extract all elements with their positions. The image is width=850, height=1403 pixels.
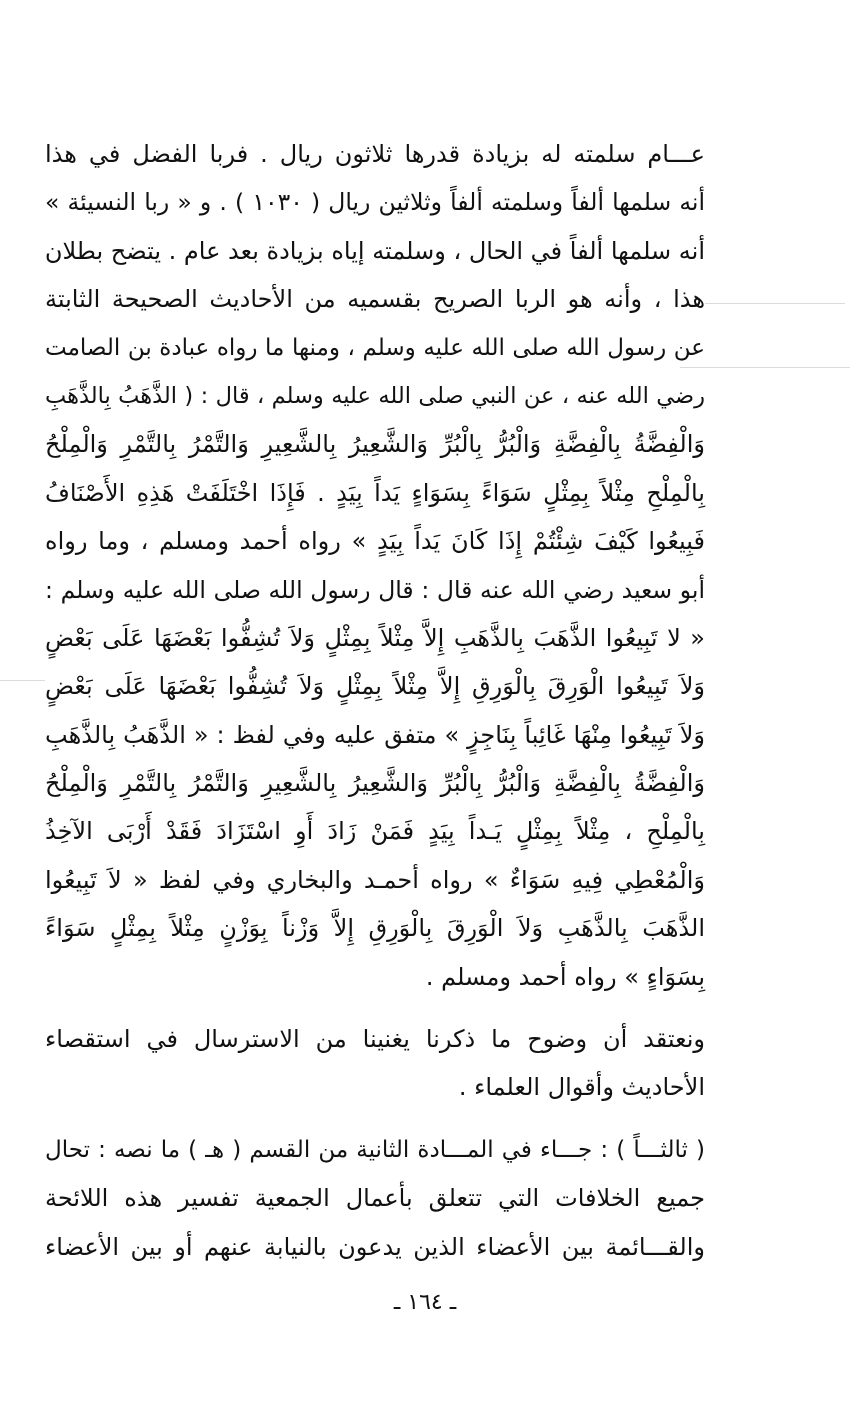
text-line: وَالْفِضَّةُ بِالْفِضَّةِ وَالْبُرُّ بِالْبُرِّ وَالشَّعِيرُ بِالشَّعِيرِ وَالتَّمْرُ بِالتَّمْرِ وَالْمِلْحُ xyxy=(45,769,705,798)
scan-artifact-line xyxy=(680,367,850,368)
page-number: ـ ١٦٤ ـ xyxy=(393,1290,457,1315)
text-line: هذا ، وأنه هو الربا الصريح بقسميه من الأحاديث الصحيحة الثابتة xyxy=(45,285,705,314)
text-line: فَبِيعُوا كَيْفَ شِئْتُمْ إِذَا كَانَ يَداً بِيَدٍ » رواه أحمد ومسلم ، وما رواه xyxy=(45,527,705,556)
text-line: بِالْمِلْحِ ، مِثْلاً بِمِثْلٍ يَـداً بِيَدٍ فَمَنْ زَادَ أَوِ اسْتَزَادَ فَقَدْ أَرْبَى الآخِذُ xyxy=(45,817,705,846)
scan-artifact-line xyxy=(0,680,45,681)
text-line: عن رسول الله صلى الله عليه وسلم ، ومنها ما رواه عبادة بن الصامت xyxy=(45,334,705,361)
text-line: بِالْمِلْحِ مِثْلاً بِمِثْلٍ سَوَاءً بِسَوَاءٍ يَداً بِيَدٍ . فَإِذَا اخْتَلَفَتْ هَذِهِ الأَصْنَافُ xyxy=(45,478,705,507)
text-line: بِسَوَاءٍ » رواه أحمد ومسلم . xyxy=(425,962,705,991)
text-line: الذَّهَبَ بِالذَّهَبِ وَلاَ الْوَرِقَ بِالْوَرِقِ إِلاَّ وَزْناً بِوَزْنٍ مِثْلاً بِمِثْلٍ سَوَاءً xyxy=(45,914,705,943)
text-line: « لا تَبِيعُوا الذَّهَبَ بِالذَّهَبِ إِلاَّ مِثْلاً بِمِثْلٍ وَلاَ تُشِفُّوا بَعْضَهَا عَلَى بَعْضٍ xyxy=(45,623,705,652)
paragraph-gap xyxy=(45,1112,705,1126)
text-line: وَلاَ تَبِيعُوا الْوَرِقَ بِالْوَرِقِ إِلاَّ مِثْلاً بِمِثْلٍ وَلاَ تُشِفُّوا بَعْضَهَا عَلَى بَعْضٍ xyxy=(45,672,705,701)
text-line: جميع الخلافات التي تتعلق بأعمال الجمعية تفسير هذه اللائحة xyxy=(45,1184,705,1213)
text-line: رضي الله عنه ، عن النبي صلى الله عليه وسلم ، قال : ( الذَّهَبُ بِالذَّهَبِ xyxy=(45,382,705,409)
text-line: الأحاديث وأقوال العلماء . xyxy=(458,1073,705,1102)
text-line: ونعتقد أن وضوح ما ذكرنا يغنينا من الاسترسال في استقصاء xyxy=(45,1025,705,1054)
text-line: أبو سعيد رضي الله عنه قال : قال رسول الله صلى الله عليه وسلم : xyxy=(45,575,705,604)
text-line: ( ثالثـــاً ) : جـــاء في المـــادة الثانية من القسم ( هـ ) ما نصه : تحال xyxy=(45,1136,705,1163)
text-line: وَالْفِضَّةُ بِالْفِضَّةِ وَالْبُرُّ بِالْبُرِّ وَالشَّعِيرُ بِالشَّعِيرِ وَالتَّمْرُ بِالتَّمْرِ وَالْمِلْحُ xyxy=(45,430,705,459)
text-line: وَلاَ تَبِيعُوا مِنْهَا غَائِباً بِنَاجِزٍ » متفق عليه وفي لفظ : « الذَّهَبُ بِالذَّهَبِ xyxy=(45,720,705,749)
scan-artifact-line xyxy=(705,303,845,304)
text-line: أنه سلمها ألفاً وسلمته ألفاً وثلاثين ريال ( ١٠٣٠ ) . و « ربا النسيئة » xyxy=(45,188,705,217)
text-line: والقـــائمة بين الأعضاء الذين يدعون بالنيابة عنهم أو بين الأعضاء xyxy=(45,1232,705,1261)
text-line: عـــام سلمته له بزيادة قدرها ثلاثون ريال . فربا الفضل في هذا xyxy=(45,140,705,168)
body-text xyxy=(45,130,705,1271)
text-line: أنه سلمها ألفاً في الحال ، وسلمته إياه بزيادة بعد عام . يتضح بطلان xyxy=(44,236,705,265)
paragraph-gap xyxy=(45,1001,705,1015)
text-line: وَالْمُعْطِي فِيهِ سَوَاءٌ » رواه أحمـد والبخاري وفي لفظ « لاَ تَبِيعُوا xyxy=(45,865,705,894)
